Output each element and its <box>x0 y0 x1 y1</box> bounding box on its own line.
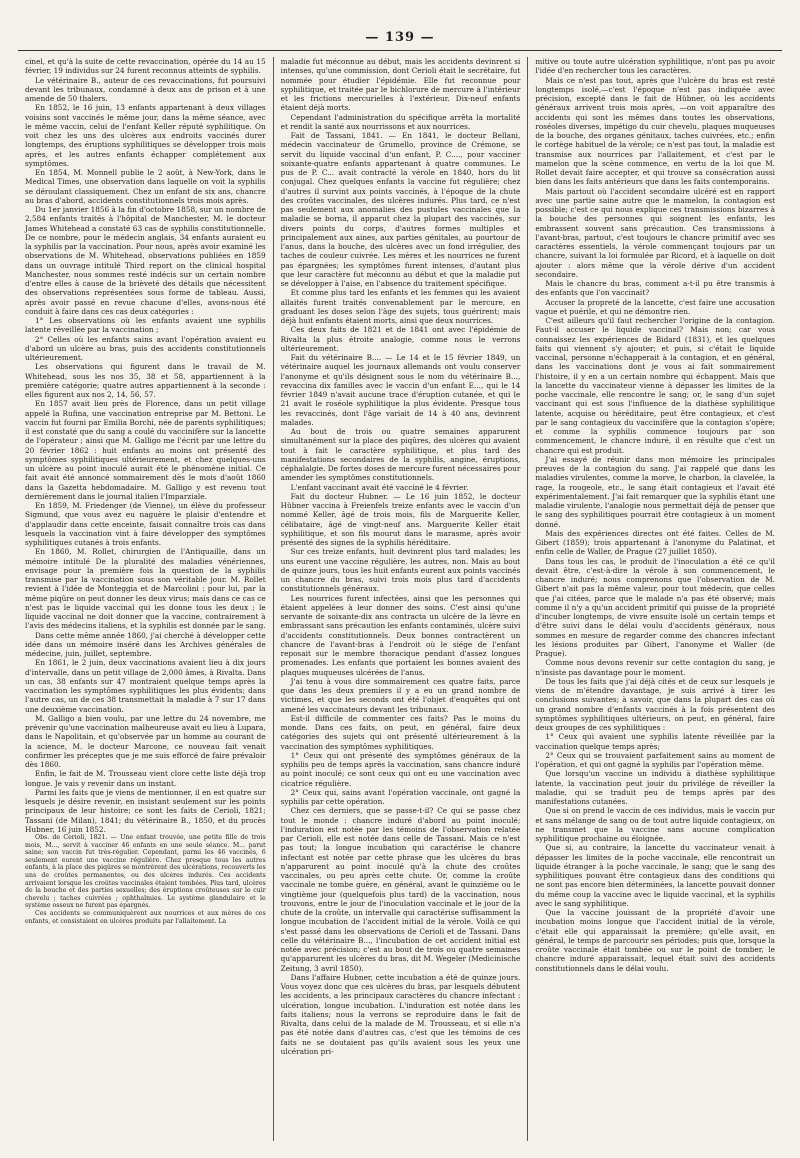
paragraph: Dans l'affaire Hubner, cette incubation a été de quinze jours. Vous voyez donc que ces ulcères du bras, par lesquels débutent les accidents, a les principaux caractères du chancre infectant : ulcération, longue incubation. L'induration est notée dans les faits italiens; nous la verrons se reproduire dans le fait de Rivalta, dans celui de la malade de M. Trousseau, et si elle n'a pas été notée dans d'autres cas, c'est que les témoins de ces faits ne se doutaient pas qu'ils avaient sous les yeux une ulcération pri- <box>280 972 521 1056</box>
paragraph: Ces deux faits de 1821 et de 1841 ont avec l'épidémie de Rivalta la plus étroite analogie, comme nous le verrons ultérieurement. <box>280 325 521 353</box>
page-header <box>18 24 782 51</box>
paragraph: En 1861, le 2 juin, deux vaccinations avaient lieu à dix jours d'intervalle, dans un petit village de 2,000 âmes, à Rivalta. Dans un cas, 38 enfants sur 47 montraient quelque temps après la vaccination les symptômes syphilitiques les plus évidents; dans l'autre cas, un de ces 38 transmettait la maladie à 7 sur 17 dans une deuxième vaccination. <box>25 658 266 714</box>
paragraph: De tous les faits que j'ai déjà cités et de ceux sur lesquels je viens de m'étendre davantage, je suis arrivé à tirer les conclusions suivantes; à savoir, que dans la plupart des cas où un grand nombre d'enfants vaccinés à la fois présentent des symptômes syphilitiques ultérieurs, on peut, en général, faire deux groupes de ces syphilitiques : <box>535 676 775 732</box>
paragraph: Que la vaccine jouissant de la propriété d'avoir une incubation moins longue que l'accident initial de la vérole, c'était elle qui apparaissait la première; qu'elle avait, en général, le temps de parcourir ses périodes; puis que, lorsque la croûte vaccinale était tombée ou sur le point de tomber, le chancre induré apparaissait, lequel était suivi des accidents constitutionnels dans le délai voulu. <box>535 908 775 973</box>
paragraph: 2° Celles où les enfants sains avant l'opération avaient eu d'abord un ulcère au bras, puis des accidents constitutionnels ultérieurement. <box>25 334 266 362</box>
paragraph: M. Galligo a bien voulu, par une lettre du 24 novembre, me prévenir qu'une vaccination malheureuse avait eu lieu à Lupara, dans le Napolitain, et qu'observée par un homme au courant de la science, M. le docteur Marcone, ce nouveau fait venait confirmer les préceptes que je me suis efforcé de faire prévaloir dès 1860. <box>25 713 266 769</box>
text-columns <box>18 57 782 1141</box>
paragraph: Au bout de trois ou quatre semaines apparurent simultanément sur la place des piqûres, des ulcères qui avaient tout à fait le caractère syphilitique, et plus tard des manifestations secondaires de la syphilis, angine, éruptions, céphalalgie. De fortes doses de mercure furent nécessaires pour amender les symptômes constitutionnels. <box>280 427 521 483</box>
paragraph: Que lorsqu'un vaccine un individu à diathèse syphilitique latente, la vaccination peut jouir du privilége de réveiller la maladie, qui se traduit peu de temps après par des manifestations cutanées. <box>535 769 775 806</box>
paragraph: Comme nous devons revenir sur cette contagion du sang, je n'insiste pas davantage pour le moment. <box>535 658 775 677</box>
page-number: — 139 — <box>365 30 435 45</box>
paragraph: Fait du vétérinaire B.... — Le 14 et le 15 février 1849, un vétérinaire auquel les journaux allemands ont voulu conserver l'anonyme et qu'ils désignent sous le nom du vétérinaire B..., revaccina dix familles avec le vaccin d'un enfant E..., qui le 14 février 1849 n'avait aucune trace d'éruption cutanée, et qui le 21 avait le roséole syphilitique la plus évidente. Presque tous les revaccinés, dont l'âge variait de 14 à 40 ans, devinrent malades. <box>280 353 521 427</box>
column-2 <box>273 57 528 1141</box>
column-3 <box>527 57 782 1141</box>
paragraph: C'est ailleurs qu'il faut rechercher l'origine de la contagion. Faut-il accuser le liquide vaccinal? Mais non; car vous connaissez les expériences de Bidard (1831), et les quelques faits qui viennent s'y ajouter; et puis, si c'était le liquide vaccinal, personne n'échapperait à la contagion, et en général, dans les vaccinations dont je vous ai fait sommairement l'histoire, il y en a un certain nombre qui échappent. Mais que la lancette du vaccinateur vienne à dépasser les limites de la poche vaccinale, elle rencontre le sang; or, le sang d'un sujet vaccinant qui est sous l'influence de la diathèse syphilitique latente, acquise ou héréditaire, peut être contagieux, et c'est par le sang contagieux du vaccinifère que la contagion s'opère; et comme la syphilis commence toujours par son commencement, le chancre induré, il en résulte que c'est un chancre qui est produit. <box>535 316 775 455</box>
paragraph: Que si on prend le vaccin de ces individus, mais le vaccin pur et sans mélange de sang ou de tout autre liquide contagieux, on ne transmet que la vaccine sans aucune complication syphilitique prochaine ou éloignée. <box>535 806 775 843</box>
paragraph: Mais partout où l'accident secondaire ulcéré est en rapport avec une partie saine autre que le mamelon, la contagion est possible; c'est ce qui nous explique ces transmissions bizarres à la bouche des personnes qui soignent les enfants, les embrassent souvent sans précaution. Ces transmissions à l'avant-bras, partout, c'est toujours le chancre primitif avec ses caractères essentiels, la vérole commençant toujours par un chancre, suivant la loi formulée par Ricord, et à laquelle on doit ajouter : alors même que la vérole dérive d'un accident secondaire. <box>535 186 775 279</box>
paragraph: Cependant l'administration du spécifique arrêta la mortalité et rendit la santé aux nourrissons et aux nourrices. <box>280 112 521 131</box>
paragraph: 1° Ceux qui avaient une syphilis latente réveillée par la vaccination quelque temps après; <box>535 732 775 751</box>
paragraph: Ces accidents se communiquèrent aux nourrices et aux mères de ces enfants, et consistaient en ulcères produits par l'allaitement. La <box>25 909 266 925</box>
paragraph: 1° Les observations où les enfants avaient une syphilis latente réveillée par la vaccination ; <box>25 316 266 335</box>
paragraph: mitive ou toute autre ulcération syphilitique, n'ont pas pu avoir l'idée d'en rechercher tous les caractères. <box>535 57 775 76</box>
paragraph: En 1857 avait lieu près de Florence, dans un petit village appelé la Rufina, une vaccination entreprise par M. Bettoni. Le vaccin fut fourni par Emilia Borchi, née de parents syphilitiques; il est constaté que du sang a coulé du vaccinifère sur la lancette de l'opérateur ; ainsi que M. Galligo me l'écrit par une lettre du 20 février 1862 : huit enfants au moins ont présenté des symptômes syphilitiques ultérieurement, et chez quelques-uns un ulcère au point inoculé aurait été le phénomène initial. Ce fait avait été annoncé sommairement dès le mois d'août 1860 dans la Gazetta hebdomadaire. M. Galligo y est revenu tout dernièrement dans le journal italien l'Imparziale. <box>25 399 266 501</box>
paragraph: Dans cette même année 1860, j'ai cherché à développer cette idée dans un mémoire inséré dans les Archives générales de médecine, juin, juillet, septembre. <box>25 630 266 658</box>
paragraph: Les nourrices furent infectées, ainsi que les personnes qui étaient appelées à leur donner des soins. C'est ainsi qu'une servante de soixante-dix ans contracta un ulcère de la lèvre en embrassant sans précaution les enfants contaminés, ulcère suivi d'accidents constitutionnels. Deux bonnes contractèrent un chancre de l'avant-bras à l'endroit où le siége de l'enfant reposait sur le membre thoracique pendant d'assez longues promenades. Les enfants que portaient les bonnes avaient des plaques muqueuses ulcérées de l'anus. <box>280 593 521 677</box>
paragraph: J'ai tenu à vous dire sommairement ces quatre faits, parce que dans les deux premiers il y a eu un grand nombre de victimes, et que les seconds ont été l'objet d'enquêtes qui ont amené les vaccinateurs devant les tribunaux. <box>280 676 521 714</box>
paragraph: cinel, et qu'à la suite de cette revaccination, opérée du 14 au 15 février, 19 individus sur 24 furent reconnus atteints de syphilis. <box>25 57 266 76</box>
paragraph: En 1852, le 16 juin, 13 enfants appartenant à deux villages voisins sont vaccinés le même jour, dans la même séance, avec le même vaccin, celui de l'enfant Keller réputé syphilitique. On voit chez les uns des ulcères aux endroits vaccinés durer longtemps, des éruptions syphilitiques se développer trois mois après, et les autres enfants échapper complétement aux symptômes. <box>25 103 266 168</box>
paragraph: Parmi les faits que je viens de mentionner, il en est quatre sur lesquels je désire revenir, en insistant seulement sur les points principaux de leur histoire; ce sont les faits de Cerioli, 1821; Tassani (de Milan), 1841; du vétérinaire B., 1850, et du procès Hubner, 16 juin 1852. <box>25 787 266 834</box>
paragraph: L'enfant vaccinant avait été vacciné le 4 février. <box>290 482 469 492</box>
paragraph: 2° Ceux qui se trouvaient parfaitement sains au moment de l'opération, et qui ont gagné la syphilis par l'opération même. <box>535 750 775 769</box>
paragraph: En 1860, M. Rollet, chirurgien de l'Antiquaille, dans un mémoire intitulé De la pluralité des maladies vénériennes, envisage pour la première fois la question de la syphilis transmise par la vaccination sous son véritable jour. M. Rollet revient à l'idée de Monteggia et de Marcolini : pour lui, par la même piqûre on peut donner les deux virus; mais dans ce cas ce n'est pas le liquide vaccinal qui les donne tous les deux ; le liquide vaccinal ne doit donner que la vaccine, contrairement à l'avis des médecins italiens, et la syphilis est donnée par le sang. <box>25 547 266 631</box>
paragraph: En 1859, M. Friedenger (de Vienne), un élève du professeur Sigmund, que vous avez eu naguère le plaisir d'entendre et d'applaudir dans cette enceinte, faisait connaître trois cas dans lesquels la vaccination vint à faire développer des symptômes syphilitiques cutanés à trois enfants. <box>25 501 266 547</box>
paragraph: Le vétérinaire B., auteur de ces revaccinations, fut poursuivi devant les tribunaux, condamné à deux ans de prison et à une amende de 50 thalers. <box>25 75 266 103</box>
paragraph: En 1854, M. Monnell publie le 2 août, à New-York, dans le Medical Times, une observation dans laquelle on voit la syphilis se déroulant classiquement. Chez un enfant de six ans, chancre au bras d'abord, accidents constitutionnels trois mois après. <box>25 168 266 205</box>
paragraph: Mais le chancre du bras, comment a-t-il pu être transmis à des enfants que l'on vaccinait? <box>535 279 775 298</box>
paragraph: J'ai essayé de réunir dans mon mémoire les principales preuves de la contagion du sang. J'ai rappelé que dans les maladies virulentes, comme la morve, le charbon, la clavelée, la rage, la rougeole, etc., le sang était contagieux et l'avait été expérimentalement. J'ai fait remarquer que la syphilis étant une maladie virulente, l'analogie nous permettait déjà de penser que le sang des syphilitiques pourrait être contagieux à un moment donné. <box>535 454 775 529</box>
paragraph: Accuser la propreté de la lancette, c'est faire une accusation vague et puérile, et qui ne démontre rien. <box>535 297 775 316</box>
paragraph: Fait de Tassani, 1841. — En 1841, le docteur Bellani, médecin vaccinateur de Grumello, province de Crémone, se servit du liquide vaccinal d'un enfant, P. C...., pour vacciner soixante-quatre enfants appartenant à quatre communes. Le pus de P. C... avait contracté la vérole en 1840, hors du lit conjugal. Chez quelques enfants la vaccine fut régulière; chez d'autres il survint aux points vaccinés, à l'époque de la chute des croûtes vaccinales, des ulcères indurés. Plus tard, ce n'est pas seulement aux anomalies des pustules vaccinales que la maladie se borna, il apparut chez la plupart des vaccinés, sur divers points du corps, d'autres formes multiples et principalement aux aines, aux parties génitales, au pourtour de l'anus, dans la bouche, des ulcères avec un fond irrégulier, des taches de couleur cuivrée. Les mères et les nourrices ne furent pas épargnées; les symptômes furent intenses, d'autant plus que leur caractère fut méconnu au début et que la maladie put se développer à l'aise, en l'absence du traitement spécifique. <box>280 131 521 288</box>
paragraph: 2° Ceux qui, sains avant l'opération vaccinale, ont gagné la syphilis par cette opération. <box>280 787 521 806</box>
paragraph: Mais des expériences directes ont été faites. Celles de M. Gibert (1859); trois appartenant à l'anonyme du Palatinat, et enfin celle de Waller, de Prague (27 juillet 1850). <box>535 528 775 557</box>
paragraph: Fait du docteur Hubner. — Le 16 juin 1852, le docteur Hübner vaccina à Freienfels treize enfants avec le vaccin d'un nommé Keller, âgé de trois mois, fils de Marguerite Keller, célibataire, âgé de vingt-neuf ans. Marguerite Keller était syphilitique, et son fils mourut dans le marasme, après avoir présenté des signes de la syphilis héréditaire. <box>280 491 521 547</box>
paragraph: Enfin, le fait de M. Trousseau vient clore cette liste déjà trop longue. Je vais y revenir dans un instant. <box>25 769 266 788</box>
paragraph: Du 1er janvier 1856 à la fin d'octobre 1858, sur un nombre de 2,584 enfants traités à l'hôpital de Manchester, M. le docteur James Whitehead a constaté 63 cas de syphilis constitutionnelle. De ce nombre, pour le médecin anglais, 34 enfants auraient eu la syphilis par la vaccination. Pour nous, après avoir examiné les observations de M. Whitehead, observations publiées en 1859 dans un ouvrage intitulé Third report on the clinical hospital Manchester, nous sommes resté indécis sur un certain nombre d'entre elles à cause de la brièveté des détails que nécessitent des observations représentées sous forme de tableau. Aussi, après avoir passé en revue chacune d'elles, avons-nous été conduit à faire dans ces cas deux catégories : <box>25 205 266 316</box>
paragraph: Les observations qui figurent dans le travail de M. Whitehead, sous les nos 35, 38 et 58, appartiennent à la première catégorie; quatre autres appartiennent à la seconde : elles figurent aux nos 2, 14, 56, 57. <box>25 362 266 399</box>
paragraph: Dans tous les cas, le produit de l'inoculation a été ce qu'il devait être, c'est-à-dire la vérole à son commencement, le chancre induré; nous comprenons que l'observation de M. Gibert n'ait pas la même valeur, pour tout médecin, que celles que j'ai citées, parce que le malade n'a pas été observé; mais comme il n'y a qu'un accident primitif qui puisse de la propriété d'incuber longtemps, de vivre ensuite isolé un certain temps et d'être suivi dans le délai voulu d'accidents généraux, nous sommes en mesure de regarder comme des chancres infectant les lésions produites par Gibert, l'anonyme et Waller (de Prague). <box>535 556 775 658</box>
paragraph: maladie fut méconnue au début, mais les accidents devinrent si intenses, qu'une commission, dont Cerioli était le secrétaire, fut nommée pour étudier l'épidémie. Elle fut reconnue pour syphilitique, et traitée par le bichlorure de mercure à l'intérieur et les frictions mercurielles à l'extérieur. Dix-neuf enfants étaient déjà morts. <box>280 57 521 113</box>
paragraph: Est-il difficile de commenter ces faits? Pas le moins du monde. Dans ces faits, on peut, en général, faire deux catégories des sujets qui ont présenté ultérieurement à la vaccination des symptômes syphilitiques. <box>280 713 521 751</box>
paragraph: Chez ces derniers, que se passe-t-il? Ce qui se passe chez tout le monde : chancre induré d'abord au point inoculé; l'induration est notée par les témoins de l'observation relatée par Cerioli, elle est notée dans celle de Tassani. Mais ce n'est pas tout; la longue incubation qui caractérise le chancre infectant est notée par cette phrase que les ulcères du bras n'apparurent au point inoculé qu'à la chute des croûtes vaccinales, ou peu après cette chute. Or, comme la croûte vaccinale ne tombe guère, en général, avant le quinzième ou le vingtième jour (quelquefois plus tard) de la vaccination, nous trouvons, entre le jour de l'inoculation vaccinale et le jour de la chute de la croûte, un intervalle qui caractérise suffisamment la longue incubation de l'accident initial de la vérole. Voilà ce qui s'est passé dans les observations de Cerioli et de Tassani. Dans celle du vétérinaire B..., l'incubation de cet accident initial est notée avec précision; c'est au bout de trois ou quatre semaines qu'apparurent les ulcères du bras, dit M. Wegeler (Medicinische Zeitung, 3 avril 1850). <box>280 806 521 973</box>
paragraph: Sur ces treize enfants, huit devinrent plus tard malades; les uns eurent une vaccine régulière, les autres, non. Mais au bout de quinze jours, tous les huit enfants eurent aux points vaccinés un chancre du bras, suivi trois mois plus tard d'accidents constitutionnels généraux. <box>280 547 521 594</box>
paragraph: Obs. de Cerioli, 1821. — Une enfant trouvée, une petite fille de trois mois, M..., servit à vacciner 46 enfants en une seule séance. M... parut saine; son vaccin fut très-régulier. Cependant, parmi les 46 vaccinés, 6 seulement eurent une vaccine régulière. Chez presque tous les autres enfants, à la place des piqûres se montrèrent des ulcérations, recouverts les uns de croûtes permanentes, ou des ulcères indurés. Ces accidents arrivaient lorsque les croûtes vaccinales étaient tombées. Plus tard, ulcères de la bouche et des parties sexuelles; des éruptions croûteuses sur le cuir chevelu ; taches cuivrées ; ophthalmies. Le système glandulaire et le système osseux ne furent pas épargnés. <box>25 834 266 910</box>
paragraph: Mais ce n'est pas tout, après que l'ulcère du bras est resté longtemps isolé,—c'est l'époque n'est pas indiquée avec précision, excepté dans le fait de Hübner, où les accidents généraux arrivent trois mois après, —on voit apparaître des accidents qui sont les mêmes dans toutes les observations, roséoles diverses, impétigo du cuir chevelu, plaques muqueuses de la bouche, des organes génitaux, taches cuivrées, etc.; enfin le cortège habituel de la vérole; ce n'est pas tout, la maladie est transmise aux nourrices par l'allaitement, et c'est par le mamelon que la scène commence, en vertu de la loi que M. Rollet devait faire accepter, et qui trouve sa consécration aussi bien dans les faits antérieurs que dans les faits contemporains. <box>535 75 775 187</box>
column-1 <box>18 57 273 1141</box>
paragraph: Que si, au contraire, la lancette du vaccinateur venait à dépasser les limites de la poche vaccinale, elle rencontrait un liquide étranger à la poche vaccinale, le sang; que le sang des syphilitiques pouvant être contagieux dans des conditions qui ne sont pas encore bien déterminées, la lancette pouvait donner du même coup la vaccine avec le liquide vaccinal, et la syphilis avec le sang syphilitique. <box>535 843 775 908</box>
paragraph: 1° Ceux qui ont présenté des symptômes généraux de la syphilis peu de temps après la vaccination, sans chancre induré au point inoculé; ce sont ceux qui ont eu une vaccination avec cicatrice régulière. <box>280 750 521 788</box>
paragraph: Et comme plus tard les enfants et les femmes qui les avaient allaités furent traités convenablement par le mercure, en graduant les doses selon l'âge des sujets, tous guérirent; mais déjà huit enfants étaient morts, ainsi que deux nourrices. <box>280 288 521 325</box>
